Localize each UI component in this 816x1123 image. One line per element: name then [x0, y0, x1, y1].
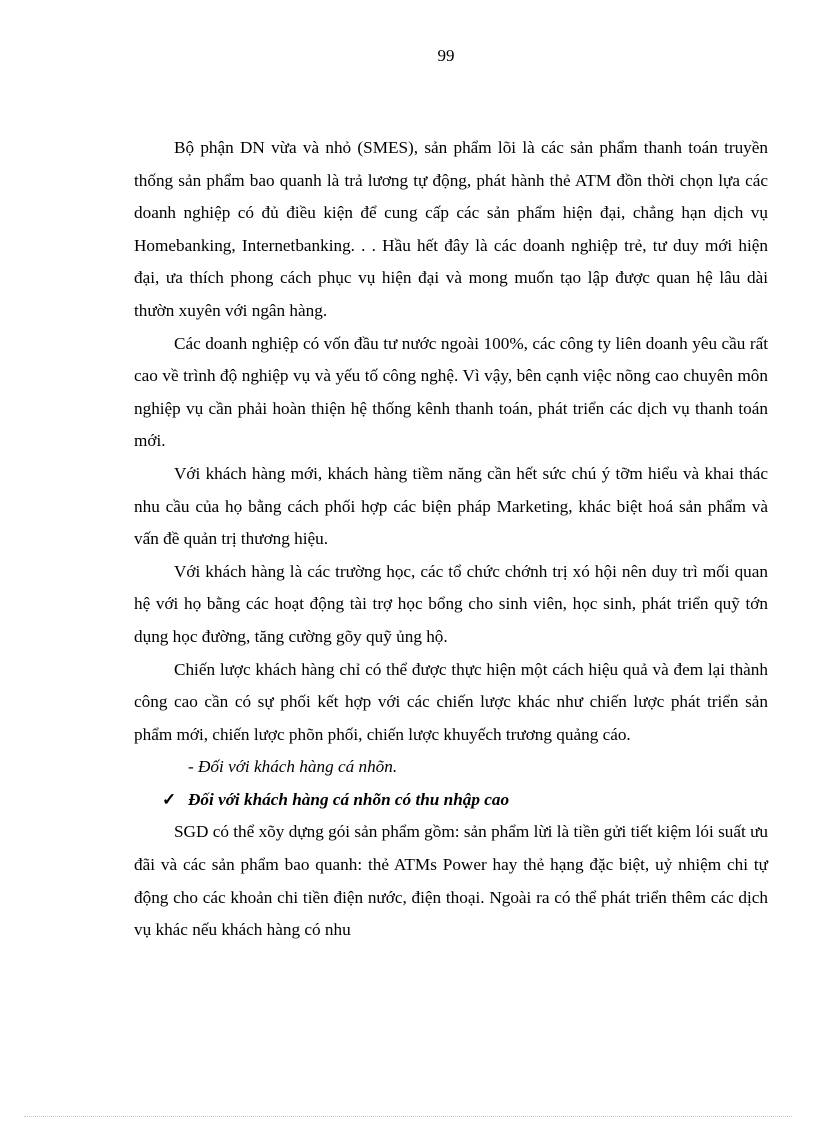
paragraph-schools: Với khách hàng là các trường học, các tổ chức chớnh trị xó hội nên duy trì mối quan hệ với họ bằng các hoạt động tài trợ học bổng cho sinh viên, học sinh, phát triển quỹ tớn dụng học đường, tăng cường gõy quỹ ủng hộ.	[134, 561, 768, 646]
page-number: 99	[437, 46, 455, 65]
checkmark-icon: ✓	[162, 789, 177, 809]
paragraph-customer-strategy: Chiến lược khách hàng chỉ có thể được thực hiện một cách hiệu quả và đem lại thành công cao cần có sự phối kết hợp với các chiến lược khác như chiến lược phát triển sản phẩm mới, chiến lược phõn phối, chiến lược khuyếch trương quảng cáo.	[134, 659, 768, 744]
paragraph-new-customers: Với khách hàng mới, khách hàng tiềm năng cần hết sức chú ý tỡm hiểu và khai thác nhu cầu của họ bằng cách phối hợp các biện pháp Marketing, khác biệt hoá sản phẩm và vấn đề quản trị thương hiệu.	[134, 463, 768, 549]
paragraph-sgd-product-package: SGD có thể xõy dựng gói sản phẩm gồm: sản phẩm lừi là tiền gửi tiết kiệm lói suất ưu đãi và các sản phẩm bao quanh: thẻ ATMs Power hay thẻ hạng đặc biệt, uỷ nhiệm chi tự động cho các khoản chi tiền điện nước, điện thoại. Ngoài ra có thể phát triển thêm các dịch vụ khác nếu khách hàng có nhu	[134, 822, 768, 940]
page-bottom-divider	[24, 1116, 792, 1117]
document-body	[134, 132, 768, 947]
checkmark-heading-text: Đối với khách hàng cá nhõn có thu nhập cao	[188, 789, 510, 809]
italic-subheading-individual-customers: - Đối với khách hàng cá nhõn.	[188, 757, 398, 777]
paragraph-smes: Bộ phận DN vừa và nhỏ (SMES), sản phẩm lõi là các sản phẩm thanh toán truyền thống sản phẩm bao quanh là trả lương tự động, phát hành thẻ ATM đồn thời chọn lựa các doanh nghiệp có đủ điều kiện để cung cấp các sản phẩm hiện đại, chẳng hạn dịch vụ Homebanking, Internetbanking. . . Hầu hết đây là các doanh nghiệp trẻ, tư duy mới hiện đại, ưa thích phong cách phục vụ hiện đại và mong muốn tạo lập được quan hệ lâu dài thườn xuyên với ngân hàng.	[134, 138, 768, 320]
checkmark-heading	[134, 784, 768, 817]
paragraph-fdi-enterprises: Các doanh nghiệp có vốn đầu tư nước ngoài 100%, các công ty liên doanh yêu cầu rất cao về trình độ nghiệp vụ và yếu tố công nghệ. Vì vậy, bên cạnh việc nõng cao chuyên môn nghiệp vụ cần phải hoàn thiện hệ thống kênh thanh toán, phát triển các dịch vụ thanh toán mới.	[134, 333, 768, 451]
